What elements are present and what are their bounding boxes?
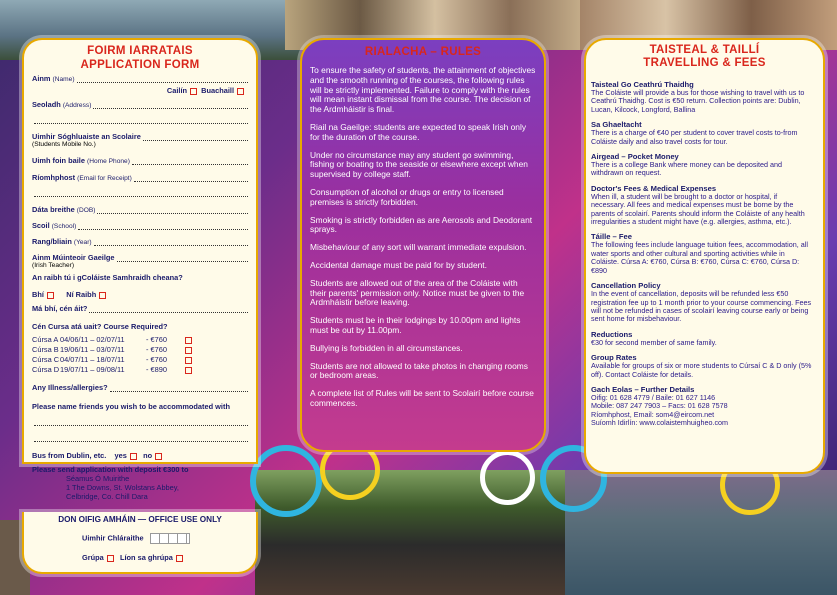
rule-item: Accidental damage must be paid for by student. [310,259,487,270]
field-line[interactable] [143,133,248,141]
section-body: There is a college Bank where money can be deposited and withdrawn on request. [591,160,782,178]
course-dates: 19/07/11 – 09/08/11 [60,365,125,374]
section-heading: Cancellation Policy [591,281,661,291]
rule-item: Bullying is forbidden in all circumstances. [310,342,463,353]
field-label: Rang/bliain [32,237,72,246]
cailin-label: Cailín [166,86,188,95]
course-dates: 04/07/11 – 18/07/11 [60,355,125,364]
name-field[interactable] [32,74,248,83]
group-size-checkbox[interactable] [176,555,183,562]
course-row[interactable] [32,335,192,345]
send-instruction: Please send application with deposit €300 to [32,465,189,474]
field-line[interactable] [134,174,248,182]
section-heading: Group Rates [591,353,637,363]
course-checkbox[interactable] [185,357,192,364]
section-body: €30 for second member of same family. [591,337,717,347]
field-sublabel: (School) [51,223,77,230]
rule-item: Under no circumstance may any student go swimming, fishing or boating to the seaside or elsewhere except when supervised by college staff. [310,149,528,180]
field-label: Any Illness/allergies? [32,383,108,392]
section-heading: Sa Ghaeltacht [591,120,642,130]
course-dates: 19/06/11 – 03/07/11 [60,345,125,354]
field-line[interactable] [132,157,248,165]
section-heading: Doctor's Fees & Medical Expenses [591,183,717,193]
bus-yes-label: yes [114,451,127,460]
bus-no-checkbox[interactable] [155,453,162,460]
course-price: - €760 [146,345,167,354]
form-title-irish: FOIRM IARRATAIS [87,45,193,57]
field-line[interactable] [34,418,248,426]
course-price: - €760 [146,335,167,344]
course-checkbox[interactable] [185,337,192,344]
field-line[interactable] [94,238,248,246]
course-row[interactable] [32,345,192,355]
rules-title: RIALACHA – RULES [364,46,482,58]
rule-item: A complete list of Rules will be sent to Scolairí before course commences. [310,388,534,408]
bus-label: Bus from Dublin, etc. [32,451,107,460]
registration-number-boxes[interactable] [150,533,190,544]
previous-college-question: An raibh tú i gColáiste Samhraidh cheana? [32,273,183,282]
field-label: Uimh foin baile [32,156,85,165]
field-sublabel: (Email for Receipt) [77,175,132,182]
rules-text [310,66,536,417]
course-name: Cúrsa A [32,335,59,344]
teacher-field[interactable] [32,253,248,262]
rule-item: Consumption of alcohol or drugs or entry to licensed premises is strictly forbidden. [310,186,504,207]
field-label: Ainm [32,74,51,83]
field-label: Ainm Múinteoir Gaeilge [32,253,115,262]
fee-section [591,120,813,146]
rules-intro: To ensure the safety of students, the attainment of objectives and the smooth running of the courses, the following rules will be strictly implemented. Failure to comply with the rules will mean instant dismissal from the course. The decision of the Ardmháistir is final. [310,65,536,115]
field-line[interactable] [34,189,248,197]
address-line: 1 The Downs, St. Wolstans Abbey, [66,483,179,492]
fees-sections [591,80,813,428]
postal-address [66,474,179,501]
buachaill-checkbox[interactable] [237,88,244,95]
fee-section [591,80,813,114]
course-row[interactable] [32,355,192,365]
fee-section [591,184,813,227]
course-name: Cúrsa C [32,355,60,364]
registration-number-label: Uimhir Chláraithe [82,533,144,543]
field-label: Scoil [32,221,50,230]
field-label: Má bhí, cén áit? [32,304,88,313]
bus-no-label: no [143,451,153,460]
field-sublabel: (DOB) [76,207,96,214]
school-field[interactable] [32,221,248,230]
address-line-2[interactable] [32,116,248,124]
field-line[interactable] [77,75,248,83]
course-list [32,335,192,375]
course-checkbox[interactable] [185,367,192,374]
field-line[interactable] [110,384,248,392]
field-sublabel: (Name) [52,76,75,83]
fee-section [591,330,813,347]
field-sublabel: (Irish Teacher) [32,262,75,269]
where-field[interactable] [32,304,248,313]
field-line[interactable] [34,434,248,442]
course-row[interactable] [32,365,192,375]
contact-website[interactable]: Suíomh Idirlín: www.colaistemhuigheo.com [591,418,729,428]
field-sublabel: (Students Mobile No.) [32,141,96,148]
office-use-heading: DON OIFIG AMHÁIN — OFFICE USE ONLY [58,515,222,524]
rule-item: Misbehaviour of any sort will warrant immediate expulsion. [310,242,527,253]
bus-yes-checkbox[interactable] [130,453,137,460]
course-price: - €760 [146,355,167,364]
contact-section [591,385,813,428]
address-line: Séamus Ó Muirithe [66,474,130,483]
section-body: There is a charge of €40 per student to cover travel costs to-from Coláiste daily and also travel costs for tour. [591,128,798,146]
field-sublabel: (Address) [62,102,92,109]
bhi-checkbox[interactable] [47,292,54,299]
field-line[interactable] [93,101,248,109]
section-body: The Coláiste will provide a bus for those wishing to travel with us to Ceathrú Thaidhg. Cost is €50 return. Collection points are: Dublin, Lucan, Kilcock, Longford, Ballina [591,88,805,114]
course-price: - €890 [146,365,167,374]
rule-item: Students must be in their lodgings by 10.00pm and lights must be out by 11.00pm. [310,315,521,335]
group-size-label: Líon sa ghrúpa [119,553,173,562]
fee-section [591,152,813,178]
friends-line-1[interactable] [32,418,248,426]
rule-item: Smoking is strictly forbidden as are Aerosols and Deodorant sprays. [310,214,533,235]
section-body: The following fees include language tuition fees, accommodation, all water sports and other cultural and sporting activities while in Coláiste. Cúrsa A: €760, Cúrsa B: €760, Cúrsa C: €760, Cúrsa D: €890 [591,240,808,275]
windsurf-photo-bottom-right [565,470,837,595]
mobile-field[interactable] [32,132,248,141]
field-line[interactable] [34,116,248,124]
course-dates: 04/06/11 – 02/07/11 [60,335,125,344]
course-question: Cén Cursa atá uait? Course Required? [32,322,168,331]
field-label: Uimhir Sóghluaiste an Scolaire [32,132,141,141]
field-line[interactable] [97,206,248,214]
course-name: Cúrsa B [32,345,59,354]
form-title-english: APPLICATION FORM [80,59,200,71]
field-label: Dáta breithe [32,205,75,214]
group-label: Grúpa [82,553,104,562]
fee-section [591,232,813,275]
swirl-decoration [480,450,535,505]
address-field[interactable] [32,100,248,109]
friends-line-2[interactable] [32,434,248,442]
buachaill-label: Buachaill [201,86,234,95]
section-body: Available for groups of six or more students to Cúrsaí C & D only (5% off). Contact Coláiste for details. [591,361,812,379]
section-body: When ill, a student will be brought to a doctor or hospital, if necessary. All fees and medical expenses must be borne by the parents of scolairí. Parents should inform the Coláiste of any health irregularities a student might have (e.g. allergies, asthma, etc.). [591,191,805,227]
friends-label: Please name friends you wish to be accommodated with [32,402,230,411]
dob-field[interactable] [32,205,248,214]
section-body: In the event of cancellation, deposits will be refunded less €50 registration fee up to 1 month prior to your course commencing. Fees will not be refunded in cases of scolairí leaving course early or being sent home for misbehaviour. [591,289,812,324]
field-sublabel: (Home Phone) [87,158,130,165]
field-line[interactable] [117,254,248,262]
year-field[interactable] [32,237,248,246]
address-line: Celbridge, Co. Chill Dara [66,492,148,501]
rule-item: Students are not allowed to take photos in changing rooms or bedroom areas. [310,360,528,381]
section-heading: Reductions [591,329,633,339]
ni-raibh-checkbox[interactable] [99,292,106,299]
contact-line: Oifig: 01 628 4779 / Baile: 01 627 1146 [591,392,716,402]
swirl-decoration [250,445,322,517]
home-phone-field[interactable] [32,156,248,165]
fees-title-irish: TAISTEAL & TAILLÍ [649,44,760,56]
email-line-2[interactable] [32,189,248,197]
field-label: Ríomhphost [32,173,76,182]
group-checkbox[interactable] [107,555,114,562]
contact-email[interactable]: Ríomhphost, Email: som4@eircom.net [591,409,715,419]
rule-item: Students are allowed out of the area of the Coláiste with their parents' permission only. Notice must be given to the Ardmháistir before leaving. [310,277,525,308]
ni-raibh-label: Ní Raibh [66,290,97,299]
allergies-field[interactable] [32,383,248,392]
rule-item: Riail na Gaeilge: students are expected to speak Irish only for the duration of the course. [310,121,527,142]
cailin-checkbox[interactable] [190,88,197,95]
section-heading: Táille – Fee [591,232,632,242]
field-line[interactable] [78,222,248,230]
fees-title-english: TRAVELLING & FEES [643,57,766,69]
course-checkbox[interactable] [185,347,192,354]
section-heading: Airgead – Pocket Money [591,152,679,162]
form-fields [22,0,258,595]
field-label: Seoladh [32,100,61,109]
field-line[interactable] [89,305,248,313]
email-field[interactable] [32,173,248,182]
course-name: Cúrsa D [32,365,60,374]
fee-section [591,353,813,379]
fee-section [591,281,813,324]
contact-line: Mobile: 087 247 7903 – Facs: 01 628 7578 [591,401,728,411]
field-sublabel: (Year) [73,239,92,246]
section-heading: Gach Eolas – Further Details [591,384,695,394]
section-heading: Taisteal Go Ceathrú Thaidhg [591,80,694,89]
bhi-label: Bhí [32,290,44,299]
